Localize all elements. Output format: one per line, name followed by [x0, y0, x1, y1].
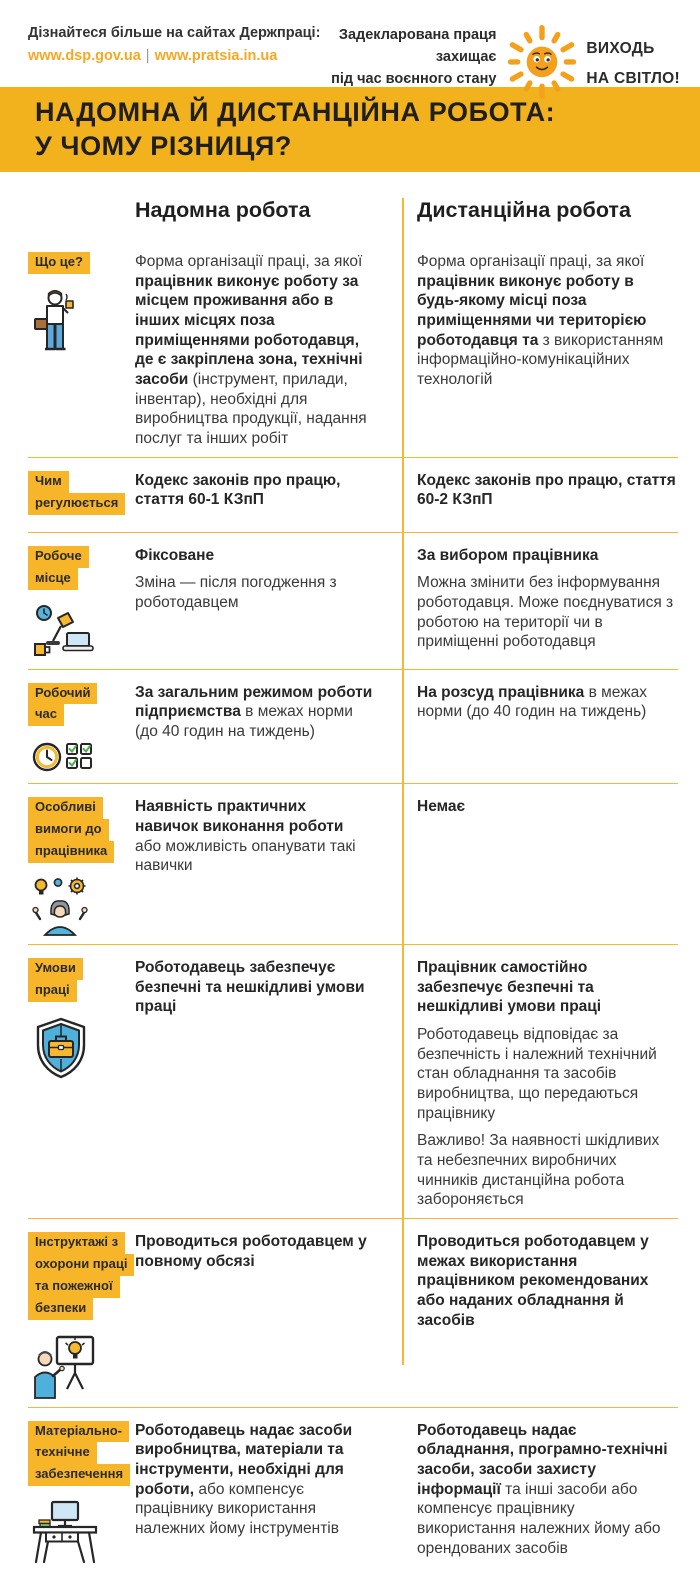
row-label: Матеріально- [28, 1421, 129, 1443]
row-label: Робочий [28, 683, 97, 705]
cell-remote-work: На розсуд працівника в межах норми (до 40 годин на тиждень) [417, 683, 647, 721]
column-header-remote: Дистанційна робота [417, 198, 631, 222]
campaign-logo [506, 22, 680, 105]
clock-checklist-icon [32, 740, 131, 779]
row-label: Інструктажі з [28, 1232, 125, 1254]
cell-remote-work: Кодекс законів про працю, стаття 60-2 КЗпП [417, 471, 676, 509]
row-label: вимоги до [28, 819, 109, 841]
cell-home-work: Проводиться роботодавцем у повному обсязі [135, 1233, 367, 1270]
campaign-name: ВИХОДЬ НА СВІТЛО! [586, 40, 680, 87]
cell-home-work: Роботодавець забезпечує безпечні та нешкідливі умови праці [135, 958, 365, 1016]
cell-remote-work: За вибором працівника Можна змінити без інформування роботодавця. Може поєднуватися з роботою на території чи в приміщенні роботодавця [417, 546, 674, 651]
row-label: Що це? [28, 252, 90, 274]
table-row-regulated-by [28, 458, 678, 533]
table-row-work-conditions [28, 945, 678, 1219]
cell-remote-work: Немає [417, 798, 466, 816]
row-label: Робоче [28, 546, 89, 568]
training-icon [32, 1334, 131, 1403]
row-label-cell [28, 958, 135, 1089]
cell-remote-work: Проводиться роботодавцем у межах використання працівником рекомендованих або наданих обладнання й засобів [417, 1233, 649, 1329]
row-label-cell [28, 1232, 135, 1407]
column-divider [402, 198, 404, 1365]
table-row-what-is [28, 239, 678, 458]
row-label: та пожежної [28, 1276, 120, 1298]
row-label-cell [28, 1421, 135, 1573]
cell-home-work: Фіксоване Зміна — після погодження з роботодавцем [135, 546, 337, 612]
row-label: Чим [28, 471, 69, 493]
row-label: забезпечення [28, 1464, 130, 1486]
cell-remote-work: Форма організації праці, за якої працівник виконує роботу в будь-якому місці поза приміщеннями чи територією роботодавця та з використанням інформаційно-комунікаційних технологій [417, 253, 664, 389]
table-row-working-time [28, 670, 678, 785]
cell-home-work: Форма організації праці, за якої працівник виконує роботу за місцем проживання або в інших місцях поза приміщеннями роботодавця, де є закріплена зона, технічні засоби (інструмент, прилади, інвентар), необхідні для виробництва продукції, надання послуг та інших робіт [135, 253, 367, 448]
slogan [320, 22, 496, 90]
row-label: регулюється [28, 493, 125, 515]
link-dsp[interactable]: www.dsp.gov.ua [28, 48, 141, 65]
sites-title: Дізнайтеся більше на сайтах Держпраці: [28, 25, 321, 41]
page-title-line1: НАДОМНА Й ДИСТАНЦІЙНА РОБОТА: [35, 97, 556, 127]
link-separator: | [145, 48, 150, 65]
row-label: Особливі [28, 797, 103, 819]
cell-home-work: Роботодавець надає засоби виробництва, матеріали та інструменти, необхідні для роботи, або компенсує працівнику використання належних йому інструментів [135, 1421, 353, 1537]
table-row-safety-briefings [28, 1219, 678, 1408]
table-rows [28, 239, 678, 1573]
row-label: Умови [28, 958, 83, 980]
slogan-line1: Задекларована праця захищає [338, 27, 497, 65]
skills-icon [32, 877, 131, 940]
cell-home-work: Кодекс законів про працю, стаття 60-1 КЗпП [135, 471, 341, 509]
desk-icon [32, 1500, 131, 1569]
cell-remote-work: Роботодавець надає обладнання, програмно-технічні засоби, засоби захисту інформації та інші засоби або компенсує працівнику використання належних йому або орендованих засобів [417, 1421, 668, 1557]
top-bar [0, 0, 700, 87]
table-row-special-requirements [28, 784, 678, 945]
comparison-table [0, 172, 700, 1573]
table-row-material-support [28, 1408, 678, 1573]
row-label-cell [28, 683, 135, 784]
row-label: працівника [28, 841, 114, 863]
cell-remote-work: Працівник самостійно забезпечує безпечні та нешкідливі умови праці Роботодавець відповідає за безпечність і належний технічний стан обладнання та засобів виробництва, що передаються працівнику Важливо! За наявності шкідливих та небезпечних виробничих чинників дистанційна робота забороняється [417, 958, 660, 1209]
row-label: місце [28, 568, 78, 590]
sites-block [28, 22, 320, 68]
row-label-cell [28, 252, 135, 363]
row-label: праці [28, 980, 77, 1002]
slogan-line2: під час воєнного стану [331, 70, 497, 87]
shield-icon [32, 1016, 131, 1085]
workplace-icon [32, 604, 131, 665]
cell-home-work: За загальним режимом роботи підприємства в межах норми (до 40 годин на тиждень) [135, 683, 373, 740]
row-label-cell [28, 471, 135, 515]
sun-face-icon [506, 22, 578, 105]
row-label-cell [28, 546, 135, 669]
row-label: охорони праці [28, 1254, 134, 1276]
table-header [28, 198, 678, 223]
row-label: час [28, 704, 64, 726]
row-label-cell [28, 797, 135, 944]
link-pratsia[interactable]: www.pratsia.in.ua [154, 48, 278, 65]
row-label: безпеки [28, 1298, 93, 1320]
cell-home-work: Наявність практичних навичок виконання роботи або можливість опанувати такі навички [135, 798, 356, 875]
page-title-line2: У ЧОМУ РІЗНИЦЯ? [35, 130, 293, 161]
table-row-workplace [28, 533, 678, 670]
home-worker-icon [32, 288, 131, 359]
row-label: технічне [28, 1442, 97, 1464]
column-header-home: Надомна робота [135, 198, 311, 222]
